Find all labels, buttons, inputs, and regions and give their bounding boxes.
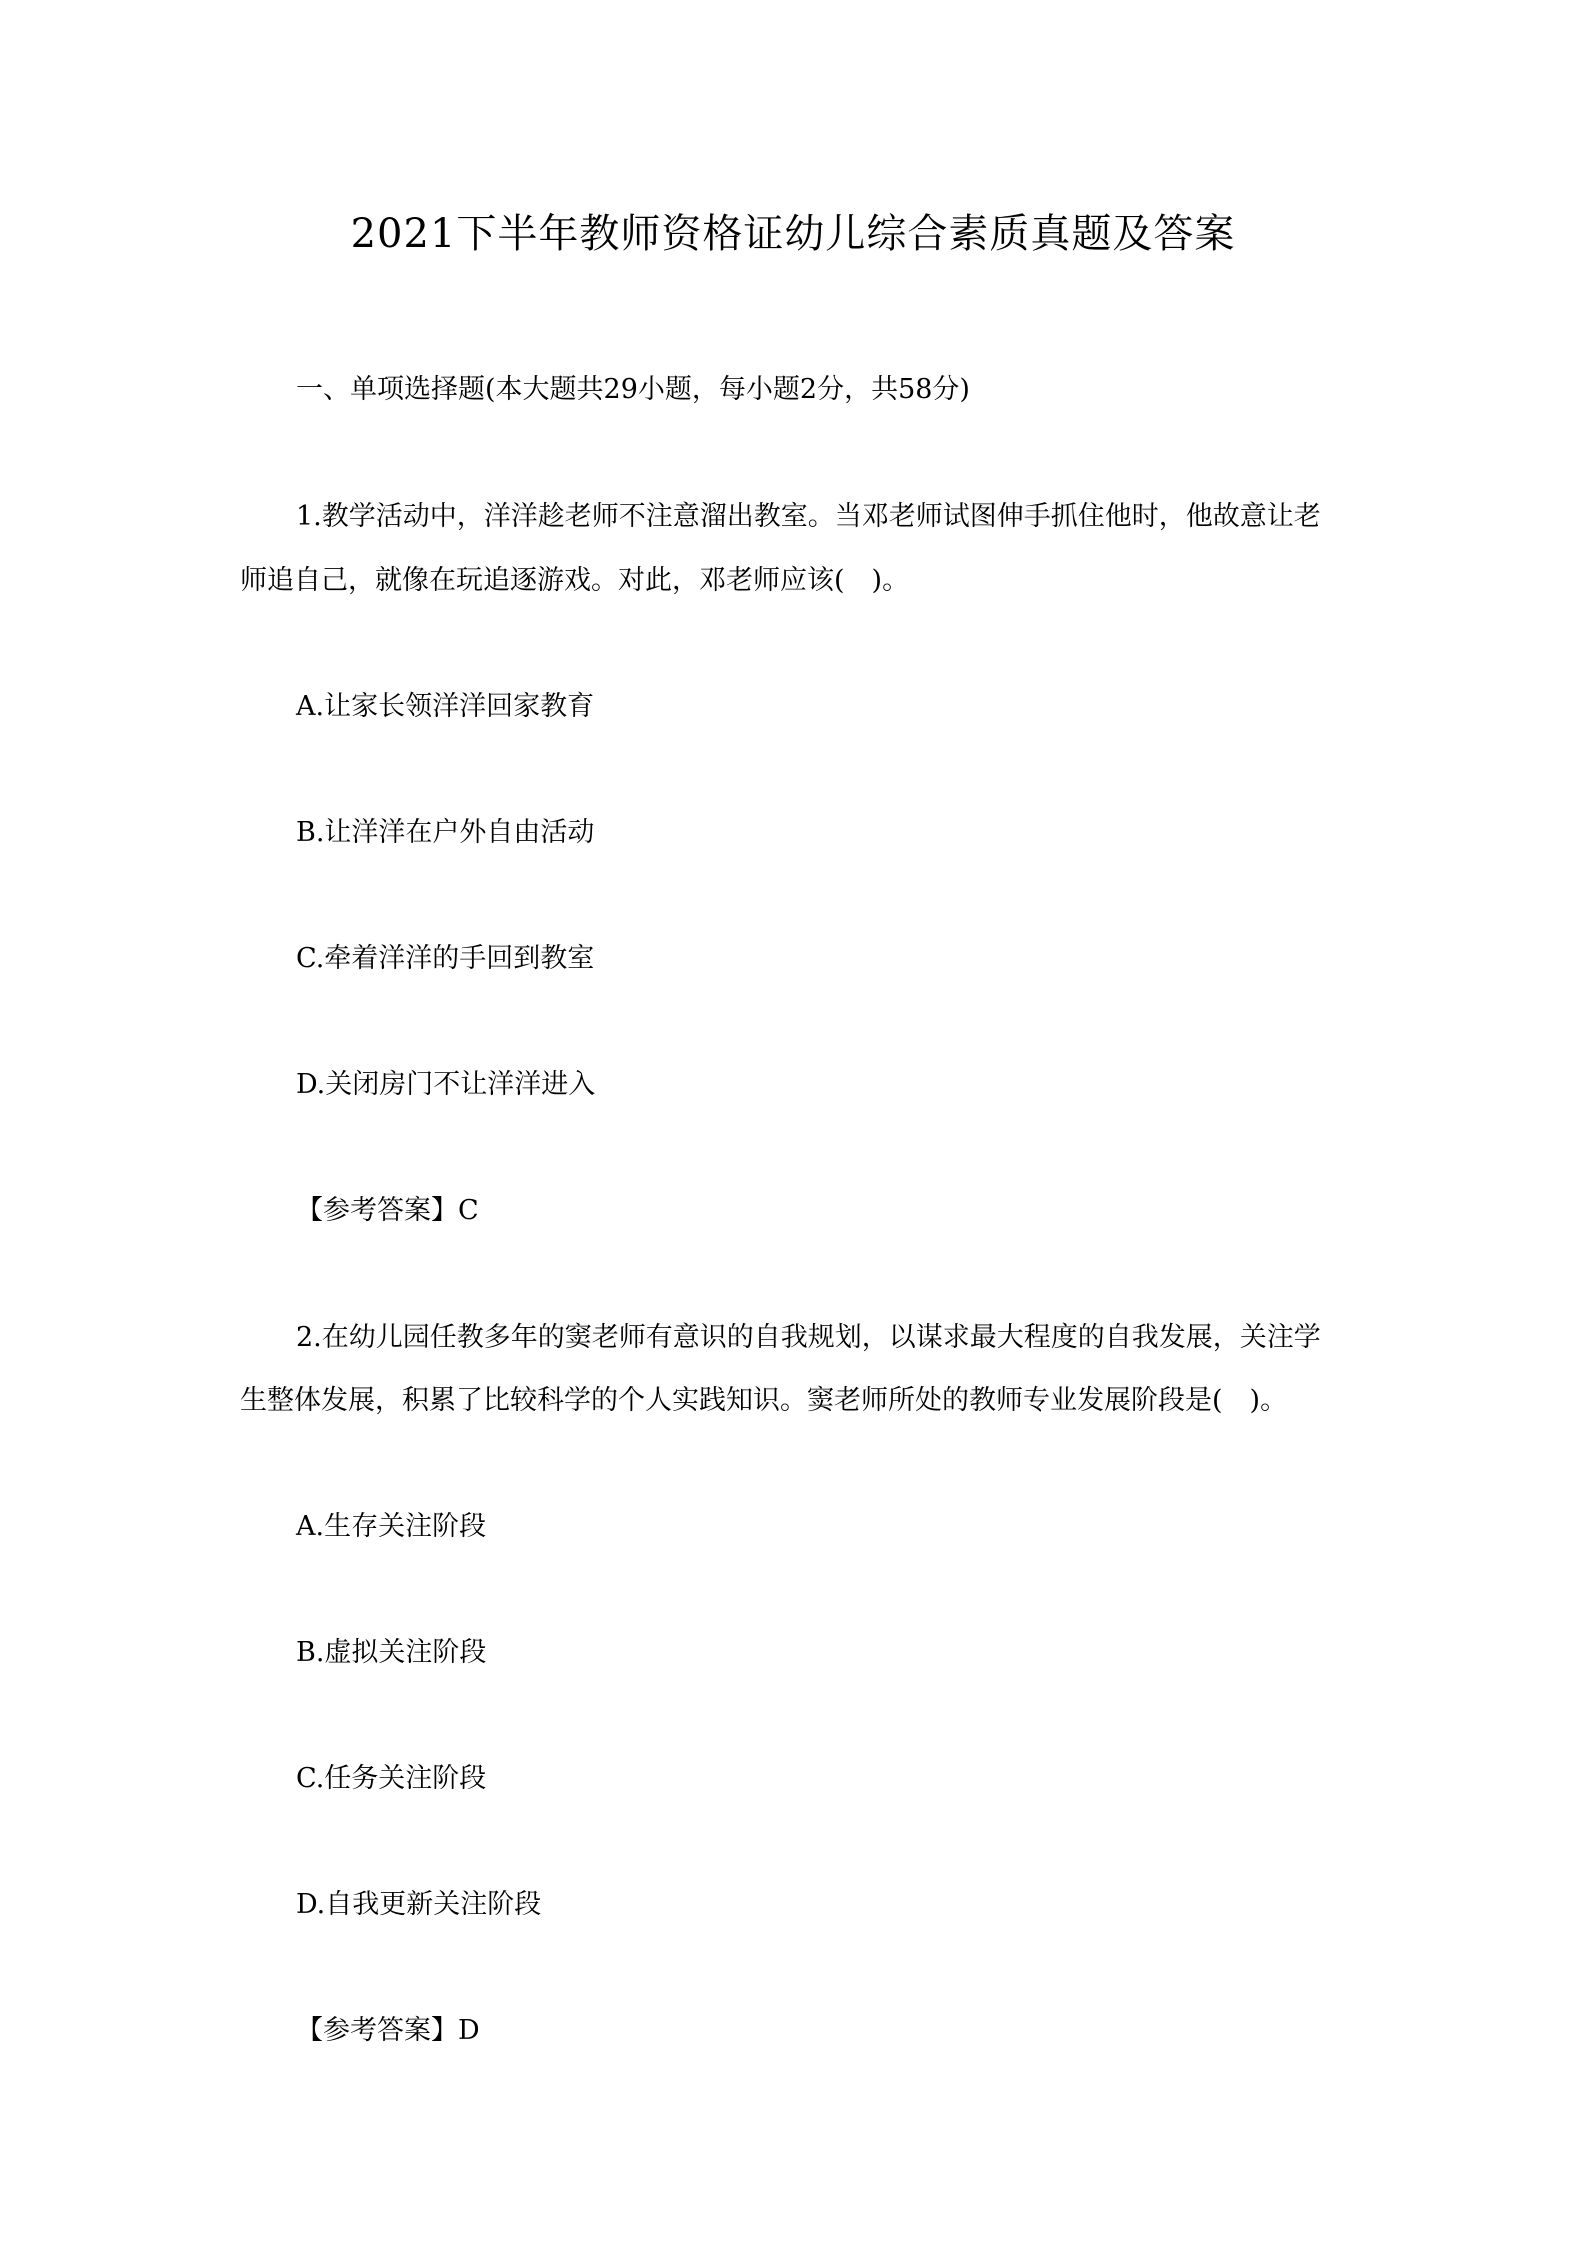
answer-label: 【参考答案】: [296, 1195, 458, 1226]
section-header: 一、单项选择题(本大题共29小题，每小题2分，共58分): [296, 374, 970, 405]
question-2-stem-line1: 2.在幼儿园任教多年的窦老师有意识的自我规划，以谋求最大程度的自我发展，关注学: [296, 1322, 1321, 1353]
question-1-option-a: A.让家长领洋洋回家教育: [296, 691, 595, 722]
question-1-option-d: D.关闭房门不让洋洋进入: [296, 1069, 596, 1100]
page-title: 2021下半年教师资格证幼儿综合素质真题及答案: [350, 211, 1236, 257]
answer-label: 【参考答案】: [296, 2015, 458, 2046]
question-2-stem-line2: 生整体发展，积累了比较科学的个人实践知识。窦老师所处的教师专业发展阶段是( )。: [240, 1385, 1288, 1416]
question-2-answer: [296, 2013, 480, 2049]
question-1-option-c: C.牵着洋洋的手回到教室: [296, 943, 595, 974]
question-1-stem-line2: 师追自己，就像在玩追逐游戏。对此，邓老师应该( )。: [240, 565, 910, 596]
answer-value: D: [458, 2015, 480, 2046]
question-2-option-a: A.生存关注阶段: [296, 1511, 487, 1542]
answer-value: C: [458, 1195, 479, 1226]
question-1-answer: [296, 1193, 479, 1229]
question-2-option-b: B.虚拟关注阶段: [296, 1637, 487, 1668]
question-2-option-c: C.任务关注阶段: [296, 1763, 487, 1794]
question-1-stem-line1: 1.教学活动中，洋洋趁老师不注意溜出教室。当邓老师试图伸手抓住他时，他故意让老: [296, 501, 1321, 532]
question-2-option-d: D.自我更新关注阶段: [296, 1889, 542, 1920]
question-1-option-b: B.让洋洋在户外自由活动: [296, 817, 595, 848]
